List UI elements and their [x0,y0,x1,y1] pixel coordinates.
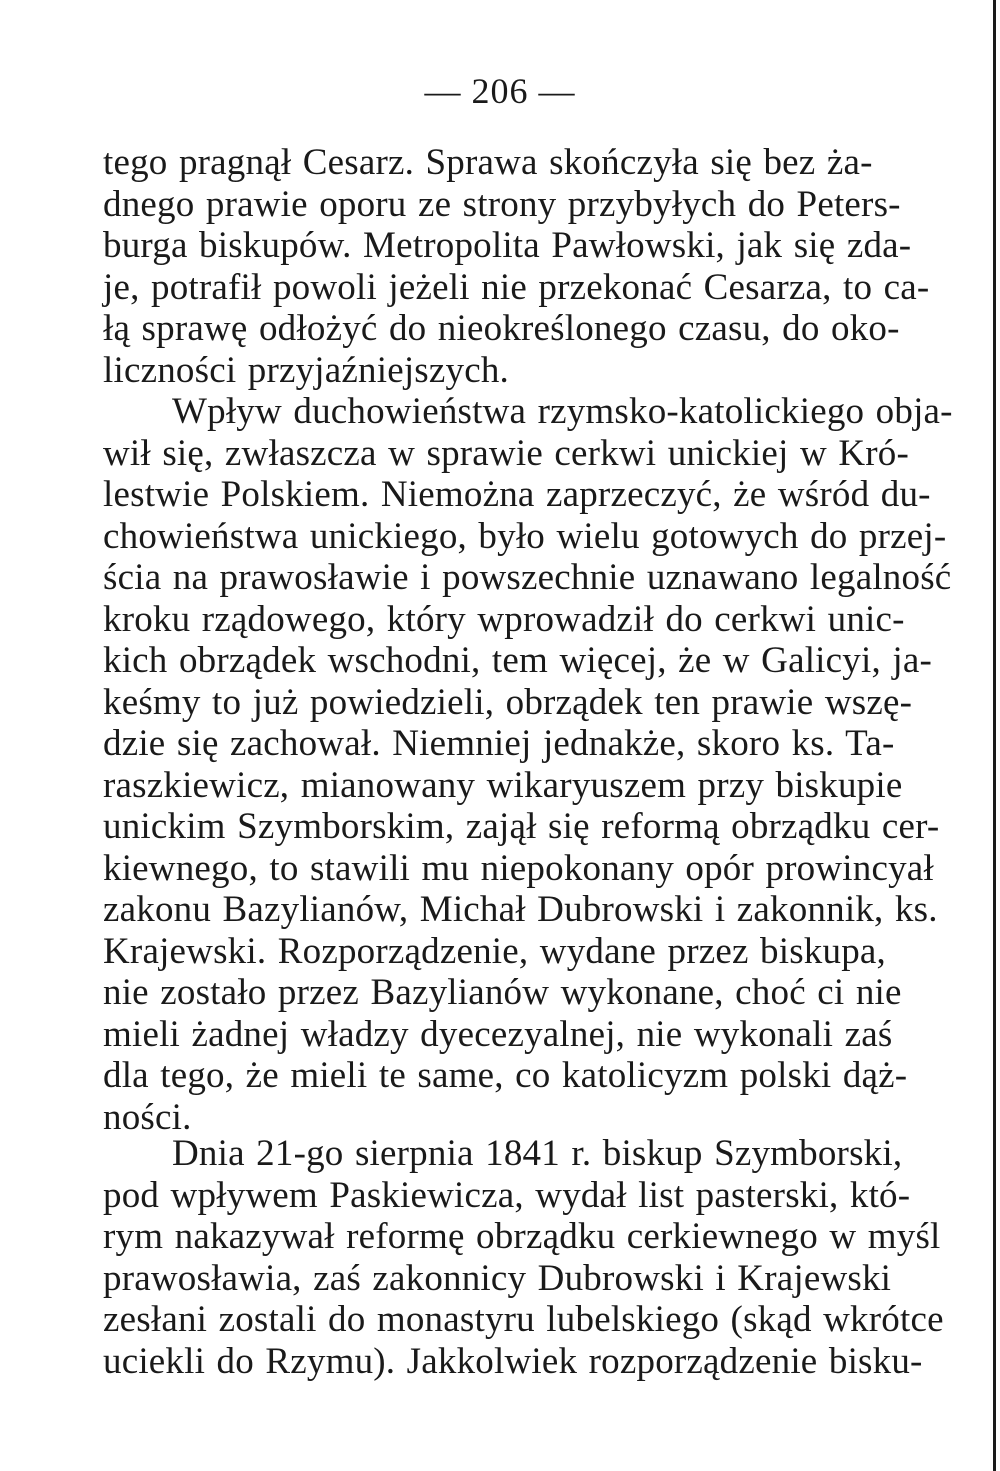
text-line: nie zostało przez Bazylianów wykonane, choć ci nie [103,972,902,1013]
page-edge-line [993,0,996,1471]
text-line: pod wpływem Paskiewicza, wydał list pasterski, któ- [103,1174,911,1216]
text-line: dla tego, że mieli te same, co katolicyzm polski dąż- [103,1055,908,1096]
page-number: — 206 — [424,71,576,111]
text-line: zesłani zostali do monastyru lubelskiego (skąd wkrótce [103,1299,944,1340]
text-line: burga biskupów. Metropolita Pawłowski, jak się zda- [103,225,912,266]
text-line: kich obrządek wschodni, tem więcej, że w Galicyi, ja- [103,640,932,681]
text-line: Dnia 21-go sierpnia 1841 r. biskup Szymborski, [172,1133,903,1174]
text-line: ności. [103,1096,192,1138]
text-line: lestwie Polskiem. Niemożna zaprzeczyć, że wśród du- [103,474,931,515]
text-line: dnego prawie oporu ze strony przybyłych do Peters- [103,183,901,225]
text-line: je, potrafił powoli jeżeli nie przekonać Cesarza, to ca- [103,266,930,308]
text-line: mieli żadnej władzy dyecezyalnej, nie wykonali zaś [103,1013,893,1055]
text-line: kiewnego, to stawili mu niepokonany opór prowincyał [103,847,934,889]
paragraph-1 [103,142,930,391]
text-line: uciekli do Rzymu). Jakkolwiek rozporządzenie bisku- [103,1340,923,1382]
text-line: prawosławia, zaś zakonnicy Dubrowski i Krajewski [103,1257,892,1299]
text-line: kroku rządowego, który wprowadził do cerkwi unic- [103,598,905,640]
paragraph-3 [103,1133,944,1382]
text-line: dzie się zachował. Niemniej jednakże, skoro ks. Ta- [103,723,895,764]
text-line: unickim Szymborskim, zajął się reformą obrządku cer- [103,806,940,847]
text-line: łą sprawę odłożyć do nieokreślonego czasu, do oko- [103,308,900,349]
text-line: wił się, zwłaszcza w sprawie cerkwi unickiej w Kró- [103,432,909,474]
text-line: zakonu Bazylianów, Michał Dubrowski i zakonnik, ks. [103,889,938,930]
text-line: rym nakazywał reformę obrządku cerkiewnego w myśl [103,1216,941,1257]
text-line: raszkiewicz, mianowany wikaryuszem przy biskupie [103,764,903,806]
paragraph-2 [103,391,953,1138]
text-line: keśmy to już powiedzieli, obrządek ten prawie wszę- [103,681,913,723]
text-line: tego pragnął Cesarz. Sprawa skończyła się bez ża- [103,142,873,183]
text-line: Krajewski. Rozporządzenie, wydane przez biskupa, [103,930,886,972]
text-line: liczności przyjaźniejszych. [103,349,509,391]
text-line: ścia na prawosławie i powszechnie uznawano legalność [103,557,952,598]
text-line: chowieństwa unickiego, było wielu gotowych do przej- [103,515,947,557]
text-line: Wpływ duchowieństwa rzymsko-katolickiego obja- [172,391,953,432]
